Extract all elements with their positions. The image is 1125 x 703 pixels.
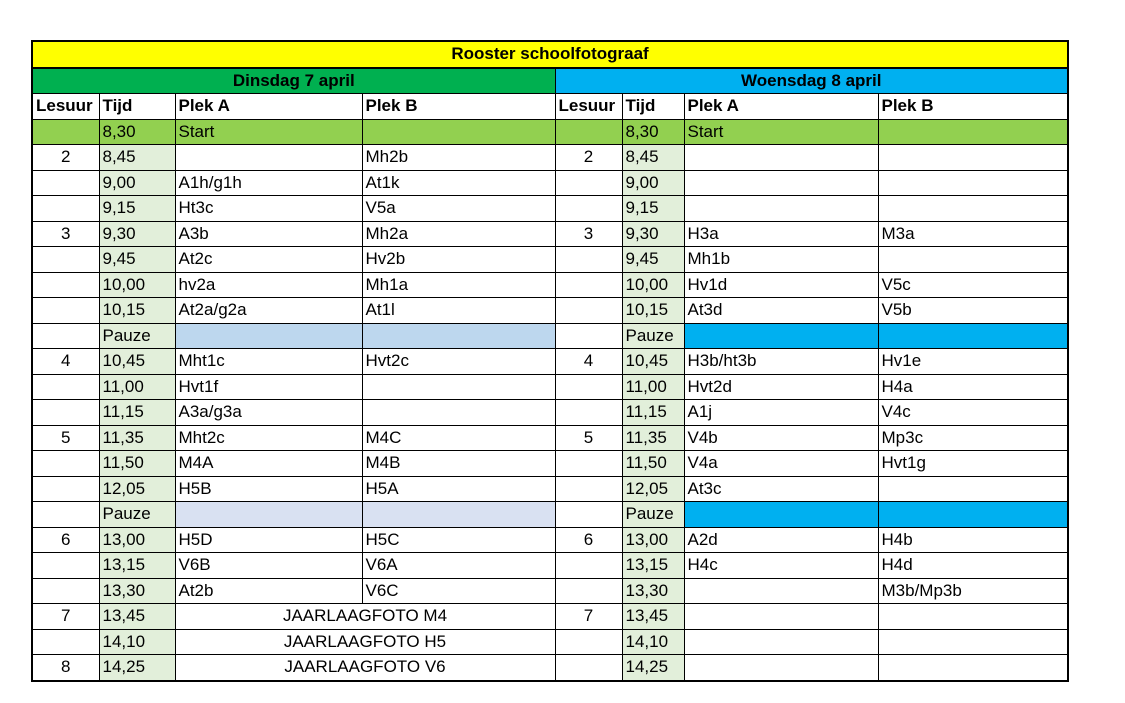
plek-a-cell (684, 604, 878, 630)
lesuur-cell (555, 272, 622, 298)
plek-a-cell: A2d (684, 527, 878, 553)
lesuur-cell (555, 578, 622, 604)
tijd-cell: 13,30 (99, 578, 175, 604)
plek-a-cell: Mh1b (684, 247, 878, 273)
lesuur-cell (32, 323, 99, 349)
tijd-cell: 11,50 (99, 451, 175, 477)
plek-a-cell: V4b (684, 425, 878, 451)
plek-a-cell: At3d (684, 298, 878, 324)
table-row (32, 425, 1068, 451)
tijd-cell: 10,45 (99, 349, 175, 375)
lesuur-cell (555, 298, 622, 324)
lesuur-cell (555, 323, 622, 349)
plek-b-cell: V4c (878, 400, 1068, 426)
table-row (32, 119, 1068, 145)
plek-b-cell: V6A (362, 553, 555, 579)
table-row (32, 298, 1068, 324)
plek-b-cell: H4a (878, 374, 1068, 400)
plek-b-cell: M3b/Mp3b (878, 578, 1068, 604)
lesuur-cell (32, 502, 99, 528)
tijd-cell: 11,00 (99, 374, 175, 400)
plek-b-cell: Mh1a (362, 272, 555, 298)
tijd-cell: Pauze (622, 323, 684, 349)
tijd-cell: 13,15 (99, 553, 175, 579)
plek-a-cell (684, 655, 878, 681)
plek-a-cell: H3a (684, 221, 878, 247)
plek-b-cell: M4B (362, 451, 555, 477)
lesuur-cell: 3 (32, 221, 99, 247)
header-plek-a: Plek A (175, 94, 362, 120)
plek-a-cell (684, 170, 878, 196)
tijd-cell: 12,05 (622, 476, 684, 502)
header-tijd: Tijd (622, 94, 684, 120)
table-row (32, 553, 1068, 579)
lesuur-cell (555, 119, 622, 145)
plek-a-cell: H5B (175, 476, 362, 502)
lesuur-cell: 3 (555, 221, 622, 247)
plek-a-cell: Hvt2d (684, 374, 878, 400)
table-row (32, 247, 1068, 273)
plek-a-cell: Hv1d (684, 272, 878, 298)
tijd-cell: 12,05 (99, 476, 175, 502)
tijd-cell: 14,25 (99, 655, 175, 681)
plek-a-cell: A1j (684, 400, 878, 426)
plek-b-cell: M4C (362, 425, 555, 451)
plek-a-cell: V6B (175, 553, 362, 579)
tijd-cell: 9,15 (99, 196, 175, 222)
plek-a-cell: Start (684, 119, 878, 145)
day-header-row (32, 68, 1068, 94)
schedule-title: Rooster schoolfotograaf (32, 41, 1068, 68)
plek-a-cell: Hvt1f (175, 374, 362, 400)
table-row (32, 323, 1068, 349)
plek-b-cell: V6C (362, 578, 555, 604)
plek-b-cell: V5a (362, 196, 555, 222)
plek-b-cell: Hvt1g (878, 451, 1068, 477)
plek-b-cell: At1l (362, 298, 555, 324)
day1-title: Dinsdag 7 april (32, 68, 555, 94)
plek-a-cell: JAARLAAGFOTO M4 (175, 604, 555, 630)
plek-b-cell (362, 400, 555, 426)
plek-b-cell: H4b (878, 527, 1068, 553)
tijd-cell: 10,00 (622, 272, 684, 298)
plek-a-cell (684, 145, 878, 171)
table-row (32, 527, 1068, 553)
tijd-cell: 11,15 (99, 400, 175, 426)
table-row (32, 578, 1068, 604)
plek-b-cell: H4d (878, 553, 1068, 579)
lesuur-cell (32, 374, 99, 400)
lesuur-cell (32, 553, 99, 579)
plek-a-cell (175, 323, 362, 349)
lesuur-cell (555, 374, 622, 400)
plek-b-cell (878, 476, 1068, 502)
lesuur-cell (32, 170, 99, 196)
table-row (32, 502, 1068, 528)
plek-a-cell: Ht3c (175, 196, 362, 222)
plek-b-cell (878, 323, 1068, 349)
tijd-cell: 13,15 (622, 553, 684, 579)
lesuur-cell (32, 400, 99, 426)
lesuur-cell: 2 (32, 145, 99, 171)
lesuur-cell (32, 298, 99, 324)
plek-a-cell: H3b/ht3b (684, 349, 878, 375)
lesuur-cell (555, 553, 622, 579)
column-header-row (32, 94, 1068, 120)
plek-a-cell: A3b (175, 221, 362, 247)
tijd-cell: 10,15 (99, 298, 175, 324)
plek-b-cell (878, 119, 1068, 145)
plek-a-cell: JAARLAAGFOTO H5 (175, 629, 555, 655)
plek-b-cell (362, 323, 555, 349)
tijd-cell: 13,30 (622, 578, 684, 604)
lesuur-cell (555, 476, 622, 502)
tijd-cell: Pauze (622, 502, 684, 528)
plek-a-cell (684, 323, 878, 349)
plek-b-cell: At1k (362, 170, 555, 196)
tijd-cell: 8,45 (622, 145, 684, 171)
lesuur-cell: 4 (32, 349, 99, 375)
lesuur-cell (555, 655, 622, 681)
lesuur-cell: 7 (555, 604, 622, 630)
plek-b-cell (362, 119, 555, 145)
plek-a-cell (684, 578, 878, 604)
lesuur-cell (32, 578, 99, 604)
title-row (32, 41, 1068, 68)
tijd-cell: 14,25 (622, 655, 684, 681)
lesuur-cell (555, 400, 622, 426)
plek-a-cell: Start (175, 119, 362, 145)
header-plek-a: Plek A (684, 94, 878, 120)
table-row (32, 349, 1068, 375)
header-plek-b: Plek B (878, 94, 1068, 120)
tijd-cell: 11,50 (622, 451, 684, 477)
tijd-cell: 9,00 (622, 170, 684, 196)
plek-a-cell: M4A (175, 451, 362, 477)
table-row (32, 170, 1068, 196)
plek-b-cell (878, 502, 1068, 528)
table-row (32, 145, 1068, 171)
lesuur-cell (555, 451, 622, 477)
tijd-cell: 13,45 (622, 604, 684, 630)
lesuur-cell (555, 247, 622, 273)
plek-b-cell (878, 629, 1068, 655)
tijd-cell: 14,10 (622, 629, 684, 655)
plek-b-cell: V5c (878, 272, 1068, 298)
plek-a-cell: A1h/g1h (175, 170, 362, 196)
tijd-cell: 9,30 (99, 221, 175, 247)
lesuur-cell (32, 451, 99, 477)
tijd-cell: 11,15 (622, 400, 684, 426)
plek-a-cell (175, 502, 362, 528)
tijd-cell: 9,45 (622, 247, 684, 273)
header-lesuur: Lesuur (32, 94, 99, 120)
plek-b-cell (878, 170, 1068, 196)
lesuur-cell: 7 (32, 604, 99, 630)
plek-b-cell: Hv1e (878, 349, 1068, 375)
table-row (32, 629, 1068, 655)
lesuur-cell (555, 196, 622, 222)
lesuur-cell (32, 476, 99, 502)
lesuur-cell (555, 502, 622, 528)
tijd-cell: 9,15 (622, 196, 684, 222)
plek-a-cell: H5D (175, 527, 362, 553)
table-row (32, 374, 1068, 400)
plek-b-cell: Mh2a (362, 221, 555, 247)
plek-b-cell: M3a (878, 221, 1068, 247)
plek-b-cell (878, 145, 1068, 171)
tijd-cell: 11,35 (99, 425, 175, 451)
tijd-cell: 11,35 (622, 425, 684, 451)
plek-a-cell (684, 629, 878, 655)
plek-b-cell: Mp3c (878, 425, 1068, 451)
schedule-table (31, 40, 1069, 682)
plek-b-cell: V5b (878, 298, 1068, 324)
tijd-cell: 13,00 (99, 527, 175, 553)
lesuur-cell: 8 (32, 655, 99, 681)
tijd-cell: 8,45 (99, 145, 175, 171)
tijd-cell: 10,15 (622, 298, 684, 324)
lesuur-cell (555, 629, 622, 655)
tijd-cell: 8,30 (622, 119, 684, 145)
lesuur-cell (32, 119, 99, 145)
lesuur-cell (555, 170, 622, 196)
plek-b-cell: Hv2b (362, 247, 555, 273)
plek-a-cell (684, 196, 878, 222)
tijd-cell: 13,00 (622, 527, 684, 553)
lesuur-cell: 5 (555, 425, 622, 451)
tijd-cell: 13,45 (99, 604, 175, 630)
tijd-cell: 9,45 (99, 247, 175, 273)
plek-a-cell: hv2a (175, 272, 362, 298)
tijd-cell: Pauze (99, 502, 175, 528)
plek-b-cell (362, 502, 555, 528)
table-row (32, 655, 1068, 681)
tijd-cell: 11,00 (622, 374, 684, 400)
header-lesuur: Lesuur (555, 94, 622, 120)
plek-a-cell: A3a/g3a (175, 400, 362, 426)
header-plek-b: Plek B (362, 94, 555, 120)
plek-b-cell (878, 247, 1068, 273)
table-row (32, 221, 1068, 247)
plek-a-cell: JAARLAAGFOTO V6 (175, 655, 555, 681)
lesuur-cell: 6 (32, 527, 99, 553)
table-row (32, 196, 1068, 222)
tijd-cell: 14,10 (99, 629, 175, 655)
header-tijd: Tijd (99, 94, 175, 120)
tijd-cell: Pauze (99, 323, 175, 349)
table-row (32, 272, 1068, 298)
lesuur-cell (32, 272, 99, 298)
lesuur-cell: 5 (32, 425, 99, 451)
day2-title: Woensdag 8 april (555, 68, 1068, 94)
table-row (32, 451, 1068, 477)
tijd-cell: 10,00 (99, 272, 175, 298)
plek-b-cell: Hvt2c (362, 349, 555, 375)
plek-b-cell (878, 655, 1068, 681)
lesuur-cell (32, 629, 99, 655)
plek-b-cell: Mh2b (362, 145, 555, 171)
plek-b-cell: H5C (362, 527, 555, 553)
plek-a-cell: At2b (175, 578, 362, 604)
plek-a-cell: H4c (684, 553, 878, 579)
plek-a-cell: At2a/g2a (175, 298, 362, 324)
plek-a-cell: At2c (175, 247, 362, 273)
tijd-cell: 8,30 (99, 119, 175, 145)
tijd-cell: 9,00 (99, 170, 175, 196)
plek-a-cell: Mht1c (175, 349, 362, 375)
plek-b-cell (362, 374, 555, 400)
plek-a-cell (684, 502, 878, 528)
plek-a-cell: At3c (684, 476, 878, 502)
lesuur-cell (32, 196, 99, 222)
table-row (32, 604, 1068, 630)
plek-a-cell: Mht2c (175, 425, 362, 451)
table-row (32, 476, 1068, 502)
plek-b-cell (878, 604, 1068, 630)
plek-b-cell (878, 196, 1068, 222)
table-row (32, 400, 1068, 426)
lesuur-cell (32, 247, 99, 273)
lesuur-cell: 4 (555, 349, 622, 375)
tijd-cell: 10,45 (622, 349, 684, 375)
plek-b-cell: H5A (362, 476, 555, 502)
lesuur-cell: 6 (555, 527, 622, 553)
lesuur-cell: 2 (555, 145, 622, 171)
plek-a-cell (175, 145, 362, 171)
tijd-cell: 9,30 (622, 221, 684, 247)
plek-a-cell: V4a (684, 451, 878, 477)
